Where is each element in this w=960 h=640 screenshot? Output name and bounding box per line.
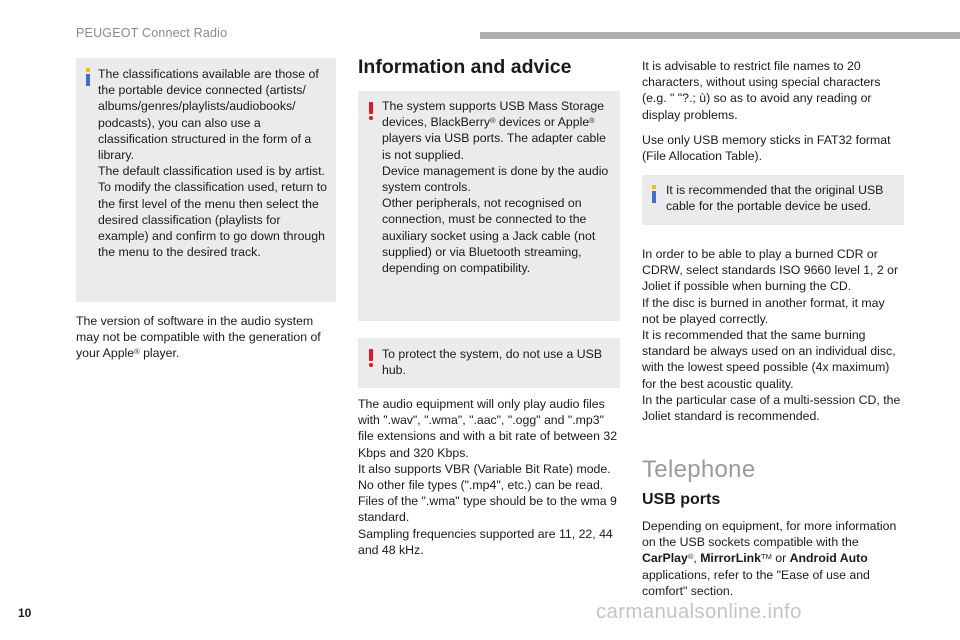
page-number: 10 — [18, 606, 32, 620]
cd-burning-paragraph: In order to be able to play a burned CDR or CDRW, select standards ISO 9660 level 1, 2 or Joliet if possible when burning the CD. If the disc is burned in another format, it may not be played correctly. It is recommended that the same burning standard be always used on an individual disc, with the lowest speed possible (4x maximum) for the best acoustic quality. In the particular case of a multi-session CD, the Joliet standard is recommended. — [642, 247, 901, 424]
section-heading-usb-ports: USB ports — [642, 491, 721, 508]
info-box-classifications — [76, 58, 336, 302]
para-text-end: player. — [139, 346, 180, 361]
watermark: carmanualsonline.info — [596, 600, 802, 623]
warning-icon — [369, 102, 374, 120]
registered-mark: ® — [489, 116, 496, 126]
usb-ports-paragraph — [642, 518, 904, 599]
header-rule — [480, 32, 960, 39]
mirrorlink-label: MirrorLink — [700, 551, 761, 566]
section-heading-information-advice: Information and advice — [358, 56, 572, 78]
file-names-paragraph: It is advisable to restrict file names to 20 characters, without using special characters (e.g. " "?.; ù) so as to avoid any reading or display problems. — [642, 59, 881, 122]
warning-box-usb-hub — [358, 338, 620, 388]
or-text: or — [771, 551, 790, 566]
usb-text-1: Depending on equipment, for more information on the USB sockets compatible with the — [642, 519, 897, 550]
warning-box-usb-support — [358, 91, 620, 321]
warning-icon — [369, 349, 374, 367]
comma: , — [693, 551, 701, 566]
audio-formats-paragraph: The audio equipment will only play audio files with ".wav", ".wma", ".aac", ".ogg" and ".mp3" file extensions and with a bit rate of between 32 Kbps and 320 Kbps. It also supports VBR (Variable Bit Rate) mode. No other file types (".mp4", etc.) can be read. Files of the ".wma" type should be to the wma 9 standard. Sampling frequencies supported are 11, 22, 44 and 48 kHz. — [358, 397, 618, 557]
registered-mark: ® — [134, 347, 140, 357]
carplay-label: CarPlay — [642, 551, 688, 566]
fat32-paragraph: Use only USB memory sticks in FAT32 format (File Allocation Table). — [642, 133, 891, 164]
usb-text-2: applications, refer to the "Ease of use and comfort" section. — [642, 567, 870, 598]
trademark-mark: TM — [761, 552, 772, 562]
info-box-text: The classifications available are those of the portable device connected (artists/ albums/genres/playlists/audiobooks/ podcasts), you can also use a classification structured in the form of a library. The default classification used is by artist. To modify the classification used, return to the first level of the menu then select the desired classification (playlists for example) and confirm to go down through the menu to the desired track. — [98, 67, 327, 260]
para-text: The version of software in the audio system may not be compatible with the generation of your Apple — [76, 314, 321, 361]
software-compatibility-paragraph — [76, 313, 336, 362]
running-header: PEUGEOT Connect Radio — [76, 26, 228, 40]
android-auto-label: Android Auto — [789, 551, 868, 566]
chapter-heading-telephone: Telephone — [642, 456, 756, 483]
info-box-text: It is recommended that the original USB cable for the portable device be used. — [666, 183, 884, 214]
registered-mark: ® — [589, 116, 595, 126]
warning-box-text — [382, 98, 616, 276]
info-box-usb-cable — [642, 175, 904, 225]
warning-text-2: devices or Apple — [495, 115, 590, 130]
registered-mark: ® — [687, 552, 694, 562]
info-icon — [652, 185, 656, 203]
info-icon — [86, 68, 90, 86]
warning-text-1: The system supports USB Mass Storage devices, BlackBerry — [382, 99, 605, 130]
warning-box-text: To protect the system, do not use a USB hub. — [382, 347, 603, 378]
warning-text-3: players via USB ports. The adapter cable is not supplied. Device management is done by the audio system controls. Other peripherals, not recognised on connection, must be connected to the auxiliary socket using a Jack cable (not supplied) or via Bluetooth streaming, depending on compatibility. — [382, 131, 609, 276]
